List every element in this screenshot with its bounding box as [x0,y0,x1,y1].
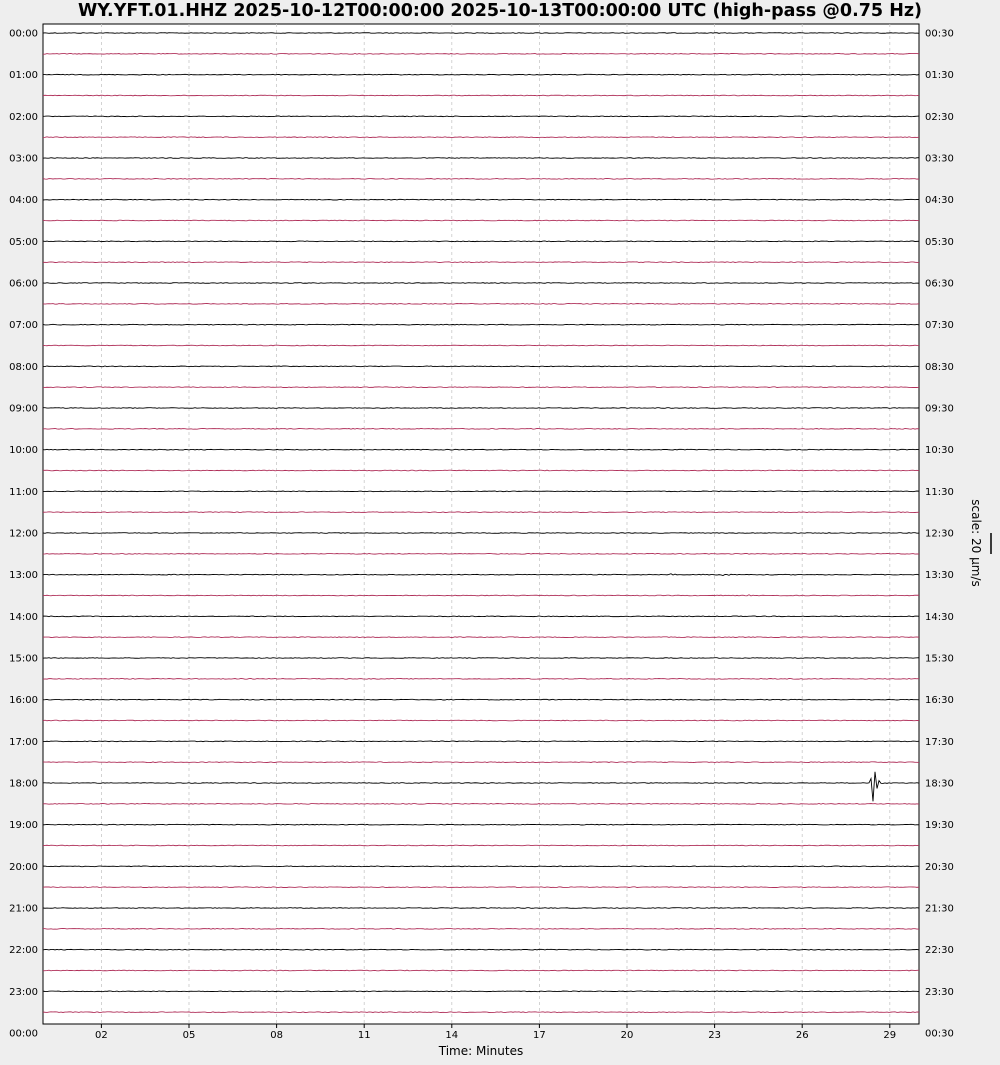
trace-line-10 [43,241,919,242]
trace-line-44 [43,949,919,950]
left-time-label: 13:00 [9,570,38,582]
right-time-label: 14:30 [925,611,954,623]
left-time-label: 00:00 [9,1028,38,1040]
left-time-label: 19:00 [9,820,38,832]
trace-line-0 [43,33,919,34]
left-time-label: 04:00 [9,195,38,207]
trace-line-9 [43,220,919,221]
right-time-label: 23:30 [925,986,954,998]
right-time-label: 22:30 [925,945,954,957]
trace-line-39 [43,845,919,846]
left-time-label: 20:00 [9,861,38,873]
left-time-label: 03:00 [9,153,38,165]
x-tick-label-20: 20 [620,1030,634,1041]
x-axis-title: Time: Minutes [438,1044,524,1058]
right-time-label: 18:30 [925,778,954,790]
right-time-label: 06:30 [925,278,954,290]
right-time-label: 08:30 [925,361,954,373]
left-time-label: 16:00 [9,695,38,707]
trace-line-34 [43,741,919,742]
left-time-label: 17:00 [9,736,38,748]
x-tick-label-29: 29 [883,1030,897,1041]
trace-line-24 [43,533,919,534]
left-time-label: 12:00 [9,528,38,540]
left-time-label: 02:00 [9,111,38,123]
right-time-label: 02:30 [925,111,954,123]
right-time-label: 13:30 [925,570,954,582]
x-axis-ticks [95,1024,896,1041]
right-time-label: 16:30 [925,695,954,707]
trace-line-35 [43,762,919,763]
chart-title: WY.YFT.01.HHZ 2025-10-12T00:00:00 2025-10-13T00:00:00 UTC (high-pass @0.75 Hz) [77,1,923,21]
left-time-label: 09:00 [9,403,38,415]
trace-line-21 [43,470,919,471]
right-time-label: 03:30 [925,153,954,165]
left-time-label: 18:00 [9,778,38,790]
right-time-label: 10:30 [925,445,954,457]
left-time-label: 15:00 [9,653,38,665]
left-time-label: 23:00 [9,986,38,998]
trace-line-30 [43,658,919,659]
x-tick-label-08: 08 [270,1030,283,1041]
left-time-label: 14:00 [9,611,38,623]
right-time-label: 17:30 [925,736,954,748]
trace-line-41 [43,887,919,888]
right-time-label: 15:30 [925,653,954,665]
x-tick-label-02: 02 [95,1030,108,1041]
right-time-label: 20:30 [925,861,954,873]
right-time-label: 05:30 [925,236,954,248]
right-time-label: 00:30 [925,1028,954,1040]
trace-line-16 [43,366,919,367]
trace-line-40 [43,866,919,867]
x-tick-label-05: 05 [182,1030,196,1041]
left-time-label: 06:00 [9,278,38,290]
x-tick-label-11: 11 [357,1030,371,1041]
x-tick-label-17: 17 [533,1030,546,1041]
left-time-label: 01:00 [9,70,38,82]
right-time-label: 00:30 [925,28,954,40]
right-time-label: 04:30 [925,195,954,207]
left-time-label: 00:00 [9,28,38,40]
plot-area [43,24,919,1024]
trace-line-14 [43,324,919,325]
left-time-label: 10:00 [9,445,38,457]
x-tick-label-14: 14 [445,1030,459,1041]
trace-line-19 [43,428,919,429]
x-tick-label-23: 23 [708,1030,721,1041]
trace-line-4 [43,116,919,117]
left-time-label: 07:00 [9,320,38,332]
right-time-label: 12:30 [925,528,954,540]
trace-line-45 [43,970,919,971]
scale-label: scale: 20 µm/s [969,499,983,587]
left-time-label: 22:00 [9,945,38,957]
left-time-labels [9,29,38,1040]
left-time-label: 08:00 [9,361,38,373]
left-time-label: 21:00 [9,903,38,915]
right-time-label: 19:30 [925,820,954,832]
right-time-label: 09:30 [925,403,954,415]
left-time-label: 11:00 [9,486,38,498]
trace-line-17 [43,387,919,388]
trace-line-37 [43,803,919,804]
right-time-labels [925,29,954,1040]
right-time-label: 01:30 [925,70,954,82]
right-time-label: 21:30 [925,903,954,915]
x-tick-label-26: 26 [795,1030,809,1041]
trace-line-43 [43,928,919,929]
right-time-label: 07:30 [925,320,954,332]
trace-line-29 [43,637,919,638]
left-time-label: 05:00 [9,236,38,248]
right-time-label: 11:30 [925,486,954,498]
trace-line-7 [43,178,919,179]
